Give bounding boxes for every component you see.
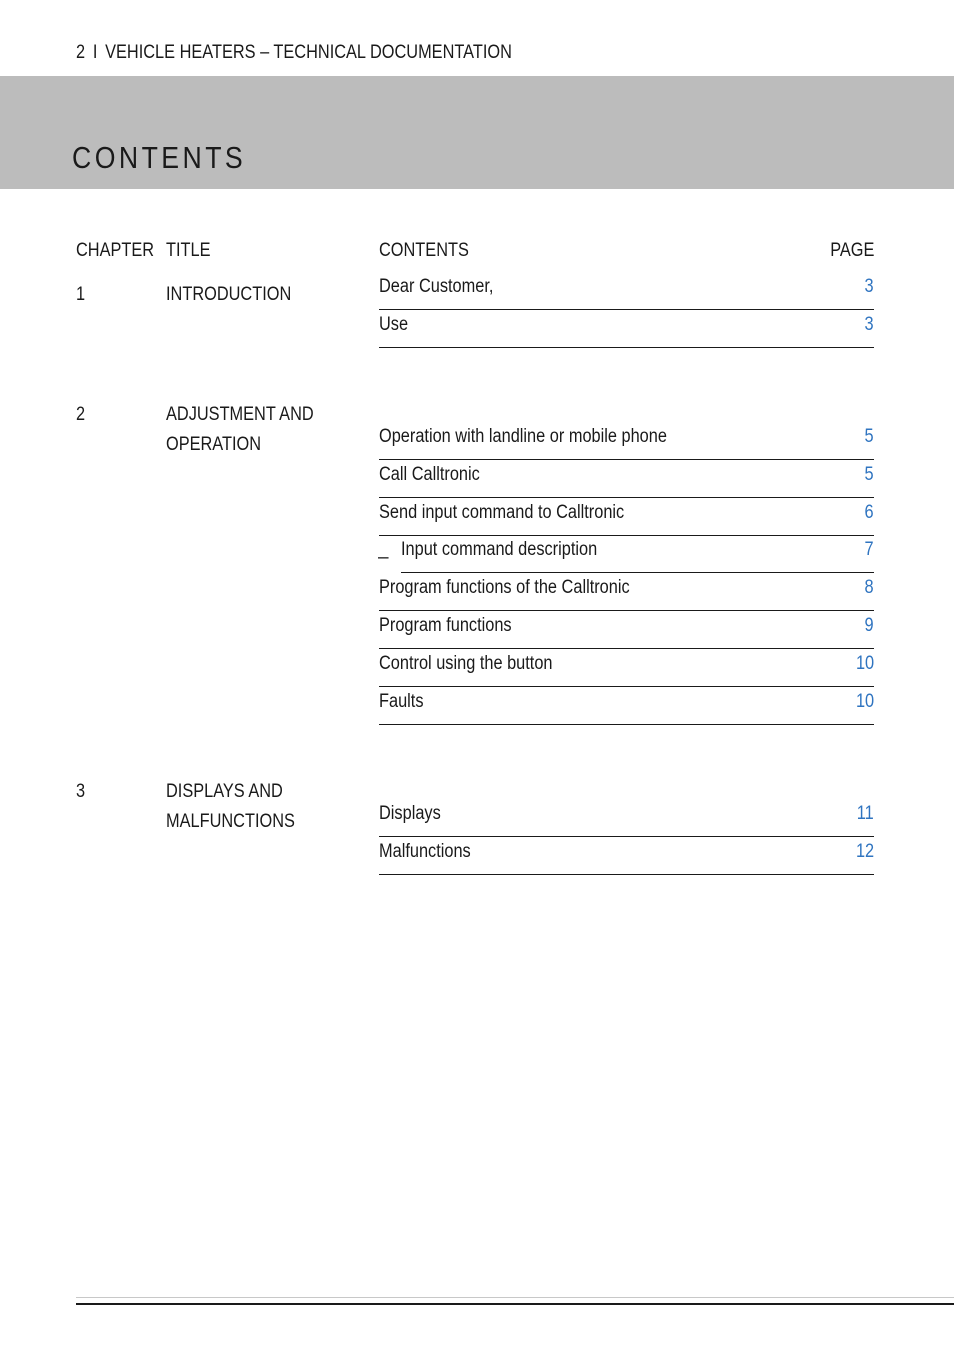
toc-entry-label: Dear Customer, bbox=[379, 276, 494, 297]
running-header bbox=[76, 42, 583, 64]
toc-entry-page-link[interactable]: 3 bbox=[864, 314, 874, 335]
toc-entry[interactable] bbox=[379, 311, 874, 348]
chapter-number: 3 bbox=[76, 781, 86, 802]
toc-entry-label: Program functions bbox=[379, 615, 512, 636]
toc-entry[interactable] bbox=[379, 838, 874, 875]
toc-entry-label: Program functions of the Calltronic bbox=[379, 577, 630, 598]
toc-entry[interactable] bbox=[379, 688, 874, 725]
toc-entry[interactable] bbox=[379, 423, 874, 460]
chapter-title-line: ADJUSTMENT AND bbox=[166, 404, 314, 425]
column-heading-page: PAGE bbox=[829, 240, 874, 261]
toc-entry[interactable] bbox=[379, 574, 874, 611]
toc-entry-page-link[interactable]: 5 bbox=[864, 426, 874, 447]
chapter-number: 2 bbox=[76, 404, 86, 425]
toc-entry-page-link[interactable]: 10 bbox=[855, 691, 874, 712]
toc-entry-label: Malfunctions bbox=[379, 841, 471, 862]
toc-entry-page-link[interactable]: 5 bbox=[864, 464, 874, 485]
chapter-title-line: MALFUNCTIONS bbox=[166, 811, 295, 832]
header-separator: I bbox=[92, 42, 98, 63]
toc-entry-label: Control using the button bbox=[379, 653, 553, 674]
footer-rule bbox=[76, 1303, 954, 1305]
toc-entry-label: Use bbox=[379, 314, 409, 335]
toc-entry[interactable] bbox=[379, 461, 874, 498]
toc-entry-page-link[interactable]: 3 bbox=[864, 276, 874, 297]
column-heading-contents: CONTENTS bbox=[379, 240, 469, 261]
title-band bbox=[0, 76, 954, 189]
chapter-title-line: DISPLAYS AND bbox=[166, 781, 283, 802]
chapter-title-line: OPERATION bbox=[166, 434, 262, 455]
toc-entry[interactable] bbox=[379, 273, 874, 310]
toc-entry-label: Operation with landline or mobile phone bbox=[379, 426, 667, 447]
toc-entry-label: Call Calltronic bbox=[379, 464, 480, 485]
toc-entry-label: Input command description bbox=[401, 539, 598, 560]
toc-entry-label: Send input command to Calltronic bbox=[379, 502, 625, 523]
toc-entry-page-link[interactable]: 11 bbox=[857, 803, 874, 824]
header-document-title: VEHICLE HEATERS – TECHNICAL DOCUMENTATION bbox=[105, 42, 512, 63]
chapter-title: INTRODUCTION bbox=[166, 284, 292, 305]
column-heading-chapter: CHAPTER bbox=[76, 240, 155, 261]
page-title: CONTENTS bbox=[72, 140, 247, 175]
chapter-number: 1 bbox=[76, 284, 86, 305]
toc-entry-page-link[interactable]: 8 bbox=[864, 577, 874, 598]
toc-entry[interactable] bbox=[379, 800, 874, 837]
toc-entry-page-link[interactable]: 7 bbox=[864, 539, 874, 560]
toc-entry-page-link[interactable]: 9 bbox=[864, 615, 874, 636]
header-page-number: 2 bbox=[76, 42, 86, 63]
column-heading-title: TITLE bbox=[166, 240, 211, 261]
footer-rule-light bbox=[76, 1297, 954, 1298]
toc-entry-label: Displays bbox=[379, 803, 441, 824]
sub-entry-dash: – bbox=[378, 547, 389, 568]
toc-entry[interactable] bbox=[379, 612, 874, 649]
toc-entry-page-link[interactable]: 10 bbox=[855, 653, 874, 674]
toc-entry[interactable] bbox=[379, 499, 874, 536]
toc-entry[interactable] bbox=[379, 650, 874, 687]
toc-entry-page-link[interactable]: 12 bbox=[855, 841, 874, 862]
toc-entry-page-link[interactable]: 6 bbox=[864, 502, 874, 523]
toc-entry-label: Faults bbox=[379, 691, 424, 712]
toc-sub-entry[interactable] bbox=[401, 536, 874, 573]
